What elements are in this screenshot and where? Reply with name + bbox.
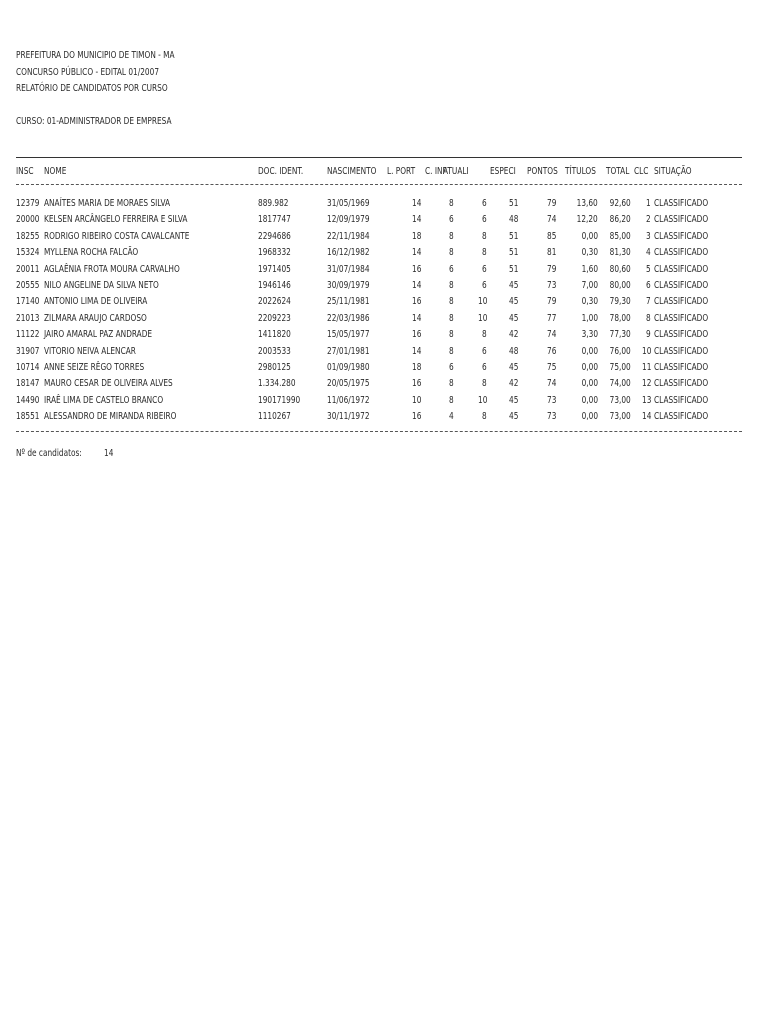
column-header-situacao: SITUAÇÃO — [654, 166, 692, 177]
cell-pontos: 79 — [546, 263, 556, 275]
cell-nascimento: 12/09/1979 — [327, 214, 370, 226]
cell-nome: VITORIO NEIVA ALENCAR — [44, 345, 136, 357]
cell-clc: 2 — [646, 214, 651, 226]
cell-total: 80,60 — [609, 263, 631, 275]
cell-insc: 21013 — [16, 312, 40, 324]
report-org-title: PREFEITURA DO MUNICIPIO DE TIMON - MA — [16, 50, 175, 61]
cell-c-inf: 8 — [449, 247, 454, 259]
cell-nome: MYLLENA ROCHA FALCÃO — [44, 247, 139, 259]
cell-especi: 51 — [508, 247, 518, 259]
cell-c-inf: 8 — [449, 394, 454, 406]
cell-insc: 18255 — [16, 230, 40, 242]
cell-titulos: 13,60 — [576, 198, 598, 209]
cell-nascimento: 31/05/1969 — [327, 198, 370, 209]
cell-especi: 45 — [508, 394, 518, 406]
cell-pontos: 85 — [546, 230, 556, 242]
cell-doc-ident: 2003533 — [258, 345, 291, 357]
table-top-rule — [16, 157, 742, 158]
cell-doc-ident: 889.982 — [258, 198, 289, 209]
cell-l-port: 14 — [411, 214, 421, 226]
cell-nascimento: 30/09/1979 — [327, 280, 370, 291]
cell-atuali: 6 — [482, 214, 487, 226]
cell-situacao: CLASSIFICADO — [654, 362, 709, 373]
cell-pontos: 79 — [546, 296, 556, 308]
cell-pontos: 74 — [546, 214, 556, 226]
cell-situacao: CLASSIFICADO — [654, 411, 709, 423]
candidate-count-label: Nº de candidatos: — [16, 448, 82, 459]
report-edital: CONCURSO PÚBLICO - EDITAL 01/2007 — [16, 67, 160, 78]
cell-doc-ident: 2209223 — [258, 312, 291, 324]
cell-nascimento: 11/06/1972 — [327, 394, 370, 406]
cell-pontos: 77 — [546, 312, 556, 324]
cell-atuali: 8 — [482, 329, 487, 341]
cell-l-port: 14 — [411, 280, 421, 291]
column-header-atuali: ATUALI — [443, 166, 469, 177]
cell-nascimento: 30/11/1972 — [327, 411, 370, 423]
cell-insc: 31907 — [16, 345, 40, 357]
cell-doc-ident: 1817747 — [258, 214, 291, 226]
cell-total: 86,20 — [609, 214, 631, 226]
cell-especi: 45 — [508, 280, 518, 291]
cell-pontos: 73 — [546, 411, 556, 423]
cell-insc: 11122 — [16, 329, 40, 341]
cell-l-port: 18 — [411, 362, 421, 373]
cell-titulos: 12,20 — [576, 214, 598, 226]
cell-situacao: CLASSIFICADO — [654, 296, 709, 308]
cell-total: 80,00 — [609, 280, 631, 291]
cell-c-inf: 8 — [449, 312, 454, 324]
cell-atuali: 6 — [482, 263, 487, 275]
cell-titulos: 0,00 — [581, 411, 598, 423]
cell-situacao: CLASSIFICADO — [654, 214, 709, 226]
cell-total: 75,00 — [609, 362, 631, 373]
cell-l-port: 16 — [411, 411, 421, 423]
cell-titulos: 0,00 — [581, 362, 598, 373]
cell-situacao: CLASSIFICADO — [654, 198, 709, 209]
cell-c-inf: 4 — [449, 411, 454, 423]
cell-atuali: 8 — [482, 247, 487, 259]
cell-nascimento: 15/05/1977 — [327, 329, 370, 341]
cell-doc-ident: 2980125 — [258, 362, 291, 373]
cell-l-port: 14 — [411, 312, 421, 324]
cell-total: 77,30 — [609, 329, 631, 341]
cell-atuali: 8 — [482, 230, 487, 242]
cell-l-port: 14 — [411, 198, 421, 209]
cell-total: 73,00 — [609, 394, 631, 406]
cell-pontos: 81 — [546, 247, 556, 259]
cell-clc: 14 — [641, 411, 651, 423]
cell-atuali: 8 — [482, 378, 487, 390]
cell-c-inf: 6 — [449, 362, 454, 373]
column-header-titulos: TÍTULOS — [565, 166, 596, 177]
cell-situacao: CLASSIFICADO — [654, 230, 709, 242]
cell-total: 73,00 — [609, 411, 631, 423]
cell-nascimento: 16/12/1982 — [327, 247, 370, 259]
cell-insc: 12379 — [16, 198, 40, 209]
cell-pontos: 76 — [546, 345, 556, 357]
cell-titulos: 3,30 — [581, 329, 598, 341]
column-header-insc: INSC — [16, 166, 34, 177]
cell-pontos: 73 — [546, 280, 556, 291]
cell-c-inf: 6 — [449, 263, 454, 275]
cell-insc: 20011 — [16, 263, 40, 275]
cell-especi: 51 — [508, 230, 518, 242]
cell-c-inf: 8 — [449, 296, 454, 308]
column-header-clc: CLC — [634, 166, 649, 177]
cell-pontos: 74 — [546, 378, 556, 390]
cell-clc: 13 — [641, 394, 651, 406]
cell-clc: 4 — [646, 247, 651, 259]
cell-nome: ANNE SEIZE RÊGO TORRES — [44, 362, 145, 373]
course-label: CURSO: 01-ADMINISTRADOR DE EMPRESA — [16, 116, 172, 127]
cell-l-port: 10 — [411, 394, 421, 406]
cell-c-inf: 8 — [449, 345, 454, 357]
column-header-pontos: PONTOS — [527, 166, 558, 177]
cell-atuali: 6 — [482, 362, 487, 373]
cell-nascimento: 25/11/1981 — [327, 296, 370, 308]
cell-especi: 42 — [508, 329, 518, 341]
cell-clc: 1 — [646, 198, 651, 209]
cell-titulos: 1,60 — [581, 263, 598, 275]
cell-atuali: 8 — [482, 411, 487, 423]
cell-atuali: 10 — [477, 312, 487, 324]
cell-l-port: 18 — [411, 230, 421, 242]
cell-nome: ZILMARA ARAUJO CARDOSO — [44, 312, 147, 324]
cell-doc-ident: 1110267 — [258, 411, 291, 423]
cell-situacao: CLASSIFICADO — [654, 345, 709, 357]
column-header-l-port: L. PORT — [387, 166, 416, 177]
candidate-count-value: 14 — [104, 448, 114, 459]
cell-insc: 20000 — [16, 214, 40, 226]
cell-nome: RODRIGO RIBEIRO COSTA CAVALCANTE — [44, 230, 190, 242]
cell-pontos: 74 — [546, 329, 556, 341]
cell-l-port: 16 — [411, 329, 421, 341]
cell-doc-ident: 1411820 — [258, 329, 291, 341]
cell-especi: 45 — [508, 362, 518, 373]
cell-titulos: 0,30 — [581, 296, 598, 308]
cell-nascimento: 31/07/1984 — [327, 263, 370, 275]
cell-especi: 42 — [508, 378, 518, 390]
cell-especi: 45 — [508, 312, 518, 324]
cell-doc-ident: 1.334.280 — [258, 378, 296, 390]
cell-pontos: 79 — [546, 198, 556, 209]
cell-c-inf: 8 — [449, 378, 454, 390]
cell-doc-ident: 190171990 — [258, 394, 301, 406]
cell-atuali: 10 — [477, 394, 487, 406]
cell-situacao: CLASSIFICADO — [654, 378, 709, 390]
cell-titulos: 0,30 — [581, 247, 598, 259]
cell-l-port: 16 — [411, 378, 421, 390]
table-bottom-rule — [16, 431, 742, 432]
column-header-nome: NOME — [44, 166, 67, 177]
cell-doc-ident: 2022624 — [258, 296, 291, 308]
cell-c-inf: 8 — [449, 280, 454, 291]
cell-atuali: 6 — [482, 280, 487, 291]
cell-nascimento: 20/05/1975 — [327, 378, 370, 390]
cell-doc-ident: 1968332 — [258, 247, 291, 259]
cell-nascimento: 01/09/1980 — [327, 362, 370, 373]
header-separator-rule — [16, 184, 742, 185]
cell-clc: 6 — [646, 280, 651, 291]
cell-total: 81,30 — [609, 247, 631, 259]
cell-c-inf: 8 — [449, 198, 454, 209]
cell-l-port: 16 — [411, 296, 421, 308]
cell-nome: ANTONIO LIMA DE OLIVEIRA — [44, 296, 148, 308]
cell-clc: 9 — [646, 329, 651, 341]
cell-situacao: CLASSIFICADO — [654, 394, 709, 406]
cell-doc-ident: 1971405 — [258, 263, 291, 275]
cell-total: 79,30 — [609, 296, 631, 308]
cell-l-port: 16 — [411, 263, 421, 275]
cell-especi: 51 — [508, 198, 518, 209]
cell-insc: 18551 — [16, 411, 40, 423]
cell-clc: 5 — [646, 263, 651, 275]
cell-insc: 20555 — [16, 280, 40, 291]
cell-especi: 45 — [508, 411, 518, 423]
cell-nascimento: 27/01/1981 — [327, 345, 370, 357]
cell-l-port: 14 — [411, 345, 421, 357]
cell-nome: KELSEN ARCÂNGELO FERREIRA E SILVA — [44, 214, 188, 226]
cell-nome: NILO ANGELINE DA SILVA NETO — [44, 280, 159, 291]
column-header-nascimento: NASCIMENTO — [327, 166, 377, 177]
cell-insc: 17140 — [16, 296, 40, 308]
cell-insc: 18147 — [16, 378, 40, 390]
cell-especi: 45 — [508, 296, 518, 308]
cell-nome: ALESSANDRO DE MIRANDA RIBEIRO — [44, 411, 177, 423]
cell-titulos: 7,00 — [581, 280, 598, 291]
cell-titulos: 1,00 — [581, 312, 598, 324]
cell-total: 92,60 — [609, 198, 631, 209]
cell-atuali: 6 — [482, 198, 487, 209]
cell-pontos: 73 — [546, 394, 556, 406]
cell-total: 74,00 — [609, 378, 631, 390]
cell-atuali: 10 — [477, 296, 487, 308]
cell-total: 78,00 — [609, 312, 631, 324]
cell-situacao: CLASSIFICADO — [654, 247, 709, 259]
cell-pontos: 75 — [546, 362, 556, 373]
cell-nome: AGLAÊNIA FROTA MOURA CARVALHO — [44, 263, 180, 275]
cell-nome: ANAÍTES MARIA DE MORAES SILVA — [44, 198, 171, 209]
cell-clc: 12 — [641, 378, 651, 390]
cell-total: 85,00 — [609, 230, 631, 242]
cell-doc-ident: 1946146 — [258, 280, 291, 291]
cell-l-port: 14 — [411, 247, 421, 259]
cell-insc: 15324 — [16, 247, 40, 259]
cell-nome: JAIRO AMARAL PAZ ANDRADE — [44, 329, 153, 341]
column-header-doc-ident: DOC. IDENT. — [258, 166, 304, 177]
cell-situacao: CLASSIFICADO — [654, 280, 709, 291]
cell-nome: IRAÊ LIMA DE CASTELO BRANCO — [44, 394, 164, 406]
cell-especi: 48 — [508, 345, 518, 357]
cell-especi: 51 — [508, 263, 518, 275]
cell-situacao: CLASSIFICADO — [654, 263, 709, 275]
cell-titulos: 0,00 — [581, 378, 598, 390]
cell-c-inf: 8 — [449, 329, 454, 341]
cell-clc: 11 — [641, 362, 651, 373]
cell-clc: 7 — [646, 296, 651, 308]
column-header-total: TOTAL — [606, 166, 630, 177]
cell-c-inf: 8 — [449, 230, 454, 242]
cell-clc: 10 — [641, 345, 651, 357]
cell-c-inf: 6 — [449, 214, 454, 226]
cell-atuali: 6 — [482, 345, 487, 357]
cell-doc-ident: 2294686 — [258, 230, 291, 242]
cell-titulos: 0,00 — [581, 345, 598, 357]
cell-total: 76,00 — [609, 345, 631, 357]
cell-insc: 10714 — [16, 362, 40, 373]
cell-titulos: 0,00 — [581, 230, 598, 242]
cell-situacao: CLASSIFICADO — [654, 312, 709, 324]
cell-nome: MAURO CESAR DE OLIVEIRA ALVES — [44, 378, 173, 390]
column-header-especi: ESPECI — [490, 166, 516, 177]
column-header-c-inf: C. INF — [425, 166, 447, 177]
cell-situacao: CLASSIFICADO — [654, 329, 709, 341]
cell-nascimento: 22/11/1984 — [327, 230, 370, 242]
cell-nascimento: 22/03/1986 — [327, 312, 370, 324]
cell-insc: 14490 — [16, 394, 40, 406]
cell-clc: 8 — [646, 312, 651, 324]
cell-titulos: 0,00 — [581, 394, 598, 406]
report-title: RELATÓRIO DE CANDIDATOS POR CURSO — [16, 83, 168, 94]
cell-clc: 3 — [646, 230, 651, 242]
cell-especi: 48 — [508, 214, 518, 226]
